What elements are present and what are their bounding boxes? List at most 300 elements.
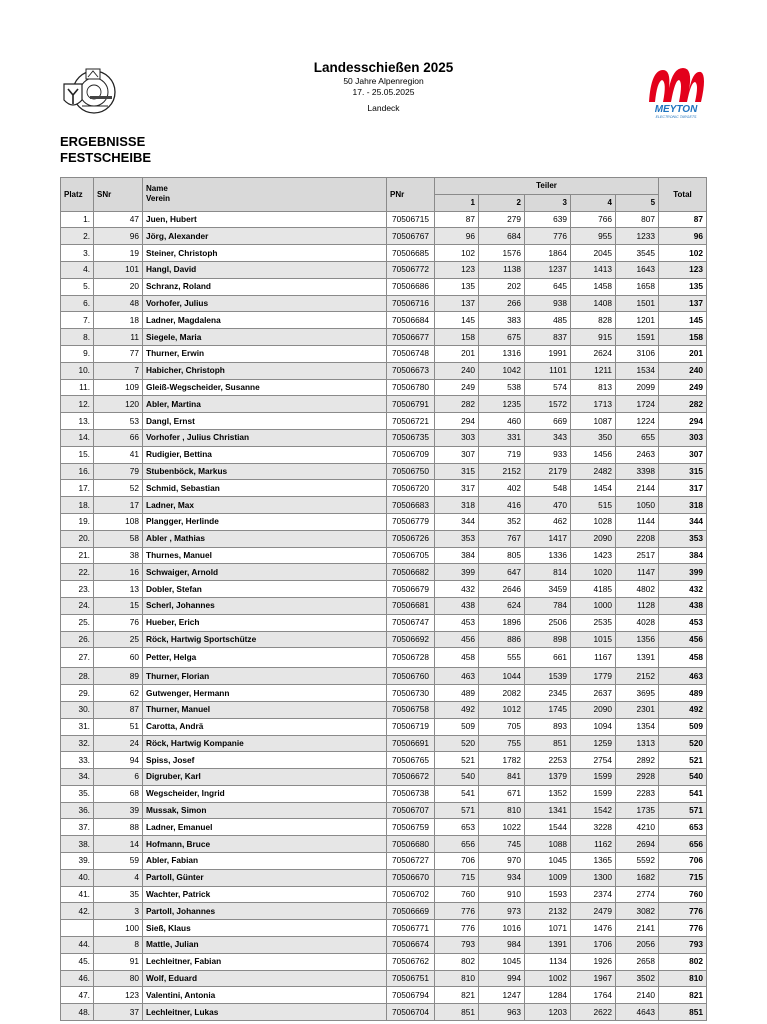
cell-teiler-5: 1313 xyxy=(616,735,659,752)
cell-pnr: 70506704 xyxy=(387,1004,435,1021)
cell-teiler-2: 675 xyxy=(479,329,525,346)
cell-teiler-5: 5592 xyxy=(616,853,659,870)
cell-total: 249 xyxy=(659,379,707,396)
cell-total: 456 xyxy=(659,631,707,648)
cell-teiler-2: 383 xyxy=(479,312,525,329)
cell-platz: 45. xyxy=(61,953,94,970)
cell-teiler-3: 1009 xyxy=(525,869,571,886)
cell-pnr: 70506670 xyxy=(387,869,435,886)
cell-total: 810 xyxy=(659,970,707,987)
cell-name: Ladner, Max xyxy=(143,497,387,514)
cell-platz: 38. xyxy=(61,836,94,853)
cell-teiler-3: 1045 xyxy=(525,853,571,870)
cell-platz: 28. xyxy=(61,668,94,685)
table-row xyxy=(61,345,707,362)
cell-teiler-5: 2141 xyxy=(616,920,659,937)
cell-teiler-2: 1138 xyxy=(479,261,525,278)
cell-snr: 66 xyxy=(94,429,143,446)
table-row xyxy=(61,668,707,685)
cell-teiler-5: 2928 xyxy=(616,769,659,786)
cell-name: Schwaiger, Arnold xyxy=(143,564,387,581)
cell-platz: 34. xyxy=(61,769,94,786)
cell-pnr: 70506673 xyxy=(387,362,435,379)
cell-teiler-4: 1967 xyxy=(571,970,616,987)
cell-teiler-3: 2253 xyxy=(525,752,571,769)
table-row xyxy=(61,278,707,295)
cell-snr: 123 xyxy=(94,987,143,1004)
cell-platz: 9. xyxy=(61,345,94,362)
cell-teiler-2: 910 xyxy=(479,886,525,903)
cell-total: 715 xyxy=(659,869,707,886)
cell-name: Thurner, Erwin xyxy=(143,345,387,362)
cell-teiler-1: 384 xyxy=(435,547,479,564)
cell-pnr: 70506719 xyxy=(387,718,435,735)
cell-teiler-3: 661 xyxy=(525,648,571,668)
cell-total: 303 xyxy=(659,429,707,446)
cell-pnr: 70506681 xyxy=(387,597,435,614)
cell-platz: 23. xyxy=(61,581,94,598)
cell-total: 240 xyxy=(659,362,707,379)
cell-platz: 21. xyxy=(61,547,94,564)
cell-snr: 51 xyxy=(94,718,143,735)
cell-teiler-3: 938 xyxy=(525,295,571,312)
cell-teiler-4: 1423 xyxy=(571,547,616,564)
col-teiler: Teiler xyxy=(435,178,659,195)
cell-name: Abler, Martina xyxy=(143,396,387,413)
cell-pnr: 70506674 xyxy=(387,937,435,954)
cell-teiler-5: 1735 xyxy=(616,802,659,819)
cell-teiler-1: 509 xyxy=(435,718,479,735)
cell-snr: 3 xyxy=(94,903,143,920)
cell-teiler-3: 3459 xyxy=(525,581,571,598)
table-row xyxy=(61,480,707,497)
cell-platz: 41. xyxy=(61,886,94,903)
table-row xyxy=(61,735,707,752)
cell-name: Wegscheider, Ingrid xyxy=(143,785,387,802)
cell-total: 653 xyxy=(659,819,707,836)
cell-snr: 108 xyxy=(94,513,143,530)
cell-platz: 3. xyxy=(61,245,94,262)
table-row xyxy=(61,869,707,886)
cell-teiler-3: 1864 xyxy=(525,245,571,262)
cell-pnr: 70506771 xyxy=(387,920,435,937)
cell-total: 793 xyxy=(659,937,707,954)
cell-teiler-5: 1501 xyxy=(616,295,659,312)
cell-teiler-3: 1379 xyxy=(525,769,571,786)
cell-snr: 38 xyxy=(94,547,143,564)
cell-name: Vorhofer, Julius xyxy=(143,295,387,312)
cell-teiler-5: 1147 xyxy=(616,564,659,581)
cell-teiler-2: 841 xyxy=(479,769,525,786)
cell-teiler-5: 2056 xyxy=(616,937,659,954)
header-row xyxy=(61,178,707,195)
cell-teiler-2: 1012 xyxy=(479,701,525,718)
cell-teiler-5: 4643 xyxy=(616,1004,659,1021)
cell-platz: 22. xyxy=(61,564,94,581)
cell-teiler-2: 202 xyxy=(479,278,525,295)
cell-teiler-2: 416 xyxy=(479,497,525,514)
cell-teiler-1: 438 xyxy=(435,597,479,614)
cell-teiler-5: 1643 xyxy=(616,261,659,278)
section-line-1: ERGEBNISSE xyxy=(60,134,146,149)
table-row xyxy=(61,497,707,514)
cell-snr: 7 xyxy=(94,362,143,379)
cell-teiler-2: 266 xyxy=(479,295,525,312)
cell-pnr: 70506686 xyxy=(387,278,435,295)
cell-teiler-1: 240 xyxy=(435,362,479,379)
cell-teiler-2: 1247 xyxy=(479,987,525,1004)
cell-teiler-4: 1764 xyxy=(571,987,616,1004)
cell-pnr: 70506692 xyxy=(387,631,435,648)
cell-total: 821 xyxy=(659,987,707,1004)
cell-teiler-2: 1022 xyxy=(479,819,525,836)
cell-teiler-2: 705 xyxy=(479,718,525,735)
table-row xyxy=(61,564,707,581)
cell-teiler-2: 2152 xyxy=(479,463,525,480)
cell-pnr: 70506683 xyxy=(387,497,435,514)
results-table-wrap xyxy=(60,177,706,1021)
cell-teiler-4: 4185 xyxy=(571,581,616,598)
cell-name: Lechleitner, Lukas xyxy=(143,1004,387,1021)
cell-teiler-5: 3695 xyxy=(616,685,659,702)
cell-platz: 42. xyxy=(61,903,94,920)
cell-snr: 53 xyxy=(94,413,143,430)
cell-teiler-1: 492 xyxy=(435,701,479,718)
cell-teiler-3: 898 xyxy=(525,631,571,648)
table-row xyxy=(61,920,707,937)
cell-snr: 37 xyxy=(94,1004,143,1021)
table-row xyxy=(61,836,707,853)
section-heading xyxy=(60,134,151,166)
club-crest-logo xyxy=(60,66,118,116)
cell-name: Rudigier, Bettina xyxy=(143,446,387,463)
cell-teiler-2: 671 xyxy=(479,785,525,802)
cell-name: Sieß, Klaus xyxy=(143,920,387,937)
cell-teiler-2: 886 xyxy=(479,631,525,648)
cell-teiler-3: 1417 xyxy=(525,530,571,547)
cell-total: 384 xyxy=(659,547,707,564)
cell-teiler-4: 1413 xyxy=(571,261,616,278)
cell-teiler-3: 1002 xyxy=(525,970,571,987)
cell-snr: 80 xyxy=(94,970,143,987)
cell-snr: 17 xyxy=(94,497,143,514)
cell-teiler-1: 520 xyxy=(435,735,479,752)
cell-teiler-2: 1896 xyxy=(479,614,525,631)
cell-name: Wolf, Eduard xyxy=(143,970,387,987)
cell-teiler-1: 706 xyxy=(435,853,479,870)
cell-name: Digruber, Karl xyxy=(143,769,387,786)
cell-teiler-4: 1094 xyxy=(571,718,616,735)
cell-teiler-3: 1539 xyxy=(525,668,571,685)
cell-teiler-2: 719 xyxy=(479,446,525,463)
cell-pnr: 70506715 xyxy=(387,211,435,228)
table-row xyxy=(61,937,707,954)
cell-teiler-5: 2301 xyxy=(616,701,659,718)
cell-teiler-5: 2694 xyxy=(616,836,659,853)
cell-total: 453 xyxy=(659,614,707,631)
cell-name: Vorhofer , Julius Christian xyxy=(143,429,387,446)
results-body xyxy=(61,211,707,1020)
cell-snr: 58 xyxy=(94,530,143,547)
cell-teiler-3: 1071 xyxy=(525,920,571,937)
cell-platz: 46. xyxy=(61,970,94,987)
cell-snr: 18 xyxy=(94,312,143,329)
results-table xyxy=(60,177,707,1021)
cell-pnr: 70506716 xyxy=(387,295,435,312)
cell-teiler-4: 350 xyxy=(571,429,616,446)
col-verein: Verein xyxy=(146,194,171,204)
cell-total: 399 xyxy=(659,564,707,581)
cell-pnr: 70506759 xyxy=(387,819,435,836)
cell-teiler-2: 810 xyxy=(479,802,525,819)
table-row xyxy=(61,396,707,413)
cell-teiler-4: 1408 xyxy=(571,295,616,312)
table-row xyxy=(61,463,707,480)
cell-pnr: 70506702 xyxy=(387,886,435,903)
cell-teiler-3: 814 xyxy=(525,564,571,581)
cell-teiler-4: 1599 xyxy=(571,769,616,786)
cell-teiler-3: 851 xyxy=(525,735,571,752)
cell-pnr: 70506680 xyxy=(387,836,435,853)
cell-total: 802 xyxy=(659,953,707,970)
cell-teiler-4: 1706 xyxy=(571,937,616,954)
cell-teiler-4: 955 xyxy=(571,228,616,245)
cell-total: 201 xyxy=(659,345,707,362)
cell-teiler-1: 653 xyxy=(435,819,479,836)
table-row xyxy=(61,819,707,836)
cell-teiler-4: 1259 xyxy=(571,735,616,752)
cell-teiler-3: 645 xyxy=(525,278,571,295)
section-line-2: FESTSCHEIBE xyxy=(60,150,152,165)
cell-total: 760 xyxy=(659,886,707,903)
cell-name: Carotta, Andrä xyxy=(143,718,387,735)
cell-pnr: 70506762 xyxy=(387,953,435,970)
cell-teiler-3: 2506 xyxy=(525,614,571,631)
cell-name: Abler, Fabian xyxy=(143,853,387,870)
cell-teiler-5: 4210 xyxy=(616,819,659,836)
table-row xyxy=(61,413,707,430)
cell-teiler-2: 1576 xyxy=(479,245,525,262)
cell-teiler-1: 102 xyxy=(435,245,479,262)
cell-teiler-1: 399 xyxy=(435,564,479,581)
cell-teiler-1: 851 xyxy=(435,1004,479,1021)
cell-name: Gutwenger, Hermann xyxy=(143,685,387,702)
cell-teiler-5: 1356 xyxy=(616,631,659,648)
cell-snr: 15 xyxy=(94,597,143,614)
cell-teiler-4: 1000 xyxy=(571,597,616,614)
cell-snr: 88 xyxy=(94,819,143,836)
cell-teiler-4: 1458 xyxy=(571,278,616,295)
table-row xyxy=(61,245,707,262)
cell-teiler-5: 4802 xyxy=(616,581,659,598)
cell-teiler-2: 1045 xyxy=(479,953,525,970)
cell-platz: 7. xyxy=(61,312,94,329)
cell-teiler-2: 684 xyxy=(479,228,525,245)
cell-teiler-1: 303 xyxy=(435,429,479,446)
cell-pnr: 70506728 xyxy=(387,648,435,668)
cell-teiler-2: 624 xyxy=(479,597,525,614)
table-row xyxy=(61,329,707,346)
cell-total: 344 xyxy=(659,513,707,530)
cell-pnr: 70506747 xyxy=(387,614,435,631)
cell-teiler-2: 1016 xyxy=(479,920,525,937)
cell-pnr: 70506727 xyxy=(387,853,435,870)
cell-teiler-1: 158 xyxy=(435,329,479,346)
cell-snr: 25 xyxy=(94,631,143,648)
cell-pnr: 70506779 xyxy=(387,513,435,530)
cell-snr: 52 xyxy=(94,480,143,497)
cell-name: Ladner, Magdalena xyxy=(143,312,387,329)
cell-pnr: 70506709 xyxy=(387,446,435,463)
cell-teiler-5: 2208 xyxy=(616,530,659,547)
cell-teiler-2: 402 xyxy=(479,480,525,497)
cell-platz: 26. xyxy=(61,631,94,648)
table-row xyxy=(61,211,707,228)
cell-teiler-2: 963 xyxy=(479,1004,525,1021)
col-teiler-5: 5 xyxy=(616,194,659,211)
cell-teiler-5: 3398 xyxy=(616,463,659,480)
cell-teiler-1: 571 xyxy=(435,802,479,819)
cell-snr: 68 xyxy=(94,785,143,802)
cell-snr: 11 xyxy=(94,329,143,346)
cell-teiler-1: 540 xyxy=(435,769,479,786)
cell-teiler-1: 315 xyxy=(435,463,479,480)
cell-teiler-2: 934 xyxy=(479,869,525,886)
cell-platz: 44. xyxy=(61,937,94,954)
cell-teiler-1: 821 xyxy=(435,987,479,1004)
cell-name: Habicher, Christoph xyxy=(143,362,387,379)
cell-teiler-4: 1476 xyxy=(571,920,616,937)
cell-name: Ladner, Emanuel xyxy=(143,819,387,836)
col-teiler-3: 3 xyxy=(525,194,571,211)
cell-snr: 4 xyxy=(94,869,143,886)
cell-total: 509 xyxy=(659,718,707,735)
cell-pnr: 70506691 xyxy=(387,735,435,752)
cell-teiler-5: 3106 xyxy=(616,345,659,362)
cell-platz: 17. xyxy=(61,480,94,497)
cell-teiler-1: 463 xyxy=(435,668,479,685)
cell-snr: 59 xyxy=(94,853,143,870)
table-row xyxy=(61,903,707,920)
cell-name: Gleiß-Wegscheider, Susanne xyxy=(143,379,387,396)
cell-name: Partoll, Günter xyxy=(143,869,387,886)
cell-teiler-2: 745 xyxy=(479,836,525,853)
cell-teiler-2: 352 xyxy=(479,513,525,530)
cell-pnr: 70506735 xyxy=(387,429,435,446)
cell-platz: 48. xyxy=(61,1004,94,1021)
cell-total: 317 xyxy=(659,480,707,497)
cell-name: Thurner, Manuel xyxy=(143,701,387,718)
cell-name: Hangl, David xyxy=(143,261,387,278)
cell-total: 458 xyxy=(659,648,707,668)
cell-teiler-3: 343 xyxy=(525,429,571,446)
cell-pnr: 70506726 xyxy=(387,530,435,547)
cell-teiler-1: 802 xyxy=(435,953,479,970)
cell-snr: 19 xyxy=(94,245,143,262)
cell-teiler-3: 462 xyxy=(525,513,571,530)
cell-teiler-1: 201 xyxy=(435,345,479,362)
cell-teiler-5: 2152 xyxy=(616,668,659,685)
col-teiler-1: 1 xyxy=(435,194,479,211)
cell-teiler-5: 807 xyxy=(616,211,659,228)
cell-pnr: 70506685 xyxy=(387,245,435,262)
cell-total: 432 xyxy=(659,581,707,598)
cell-teiler-3: 784 xyxy=(525,597,571,614)
cell-snr: 48 xyxy=(94,295,143,312)
cell-snr: 79 xyxy=(94,463,143,480)
cell-platz: 25. xyxy=(61,614,94,631)
table-row xyxy=(61,446,707,463)
cell-teiler-1: 521 xyxy=(435,752,479,769)
cell-snr: 100 xyxy=(94,920,143,937)
cell-teiler-5: 1391 xyxy=(616,648,659,668)
cell-snr: 20 xyxy=(94,278,143,295)
cell-teiler-2: 538 xyxy=(479,379,525,396)
cell-platz: 32. xyxy=(61,735,94,752)
cell-teiler-3: 1341 xyxy=(525,802,571,819)
cell-platz: 8. xyxy=(61,329,94,346)
cell-platz: 6. xyxy=(61,295,94,312)
cell-name: Schranz, Roland xyxy=(143,278,387,295)
cell-teiler-3: 1088 xyxy=(525,836,571,853)
cell-teiler-4: 828 xyxy=(571,312,616,329)
cell-total: 851 xyxy=(659,1004,707,1021)
cell-teiler-3: 776 xyxy=(525,228,571,245)
cell-teiler-4: 2624 xyxy=(571,345,616,362)
cell-teiler-5: 2283 xyxy=(616,785,659,802)
cell-total: 438 xyxy=(659,597,707,614)
report-dates: 17. - 25.05.2025 xyxy=(352,87,415,97)
cell-teiler-5: 3545 xyxy=(616,245,659,262)
table-row xyxy=(61,581,707,598)
cell-teiler-4: 1713 xyxy=(571,396,616,413)
cell-teiler-5: 2658 xyxy=(616,953,659,970)
cell-snr: 24 xyxy=(94,735,143,752)
cell-teiler-5: 1128 xyxy=(616,597,659,614)
cell-snr: 16 xyxy=(94,564,143,581)
cell-teiler-5: 1144 xyxy=(616,513,659,530)
cell-pnr: 70506794 xyxy=(387,987,435,1004)
cell-teiler-5: 1591 xyxy=(616,329,659,346)
cell-name: Thurnes, Manuel xyxy=(143,547,387,564)
cell-snr: 8 xyxy=(94,937,143,954)
cell-teiler-1: 282 xyxy=(435,396,479,413)
cell-teiler-5: 2517 xyxy=(616,547,659,564)
table-row xyxy=(61,987,707,1004)
cell-teiler-5: 1050 xyxy=(616,497,659,514)
cell-platz: 15. xyxy=(61,446,94,463)
cell-teiler-4: 2622 xyxy=(571,1004,616,1021)
col-pnr: PNr xyxy=(387,178,435,212)
cell-teiler-2: 460 xyxy=(479,413,525,430)
cell-snr: 94 xyxy=(94,752,143,769)
cell-snr: 101 xyxy=(94,261,143,278)
cell-platz: 18. xyxy=(61,497,94,514)
cell-teiler-1: 353 xyxy=(435,530,479,547)
cell-pnr: 70506720 xyxy=(387,480,435,497)
cell-total: 492 xyxy=(659,701,707,718)
table-row xyxy=(61,312,707,329)
cell-snr: 62 xyxy=(94,685,143,702)
cell-name: Plangger, Herlinde xyxy=(143,513,387,530)
table-row xyxy=(61,1004,707,1021)
cell-teiler-3: 2132 xyxy=(525,903,571,920)
cell-pnr: 70506751 xyxy=(387,970,435,987)
cell-platz: 11. xyxy=(61,379,94,396)
cell-teiler-1: 432 xyxy=(435,581,479,598)
cell-teiler-5: 2099 xyxy=(616,379,659,396)
cell-teiler-1: 541 xyxy=(435,785,479,802)
